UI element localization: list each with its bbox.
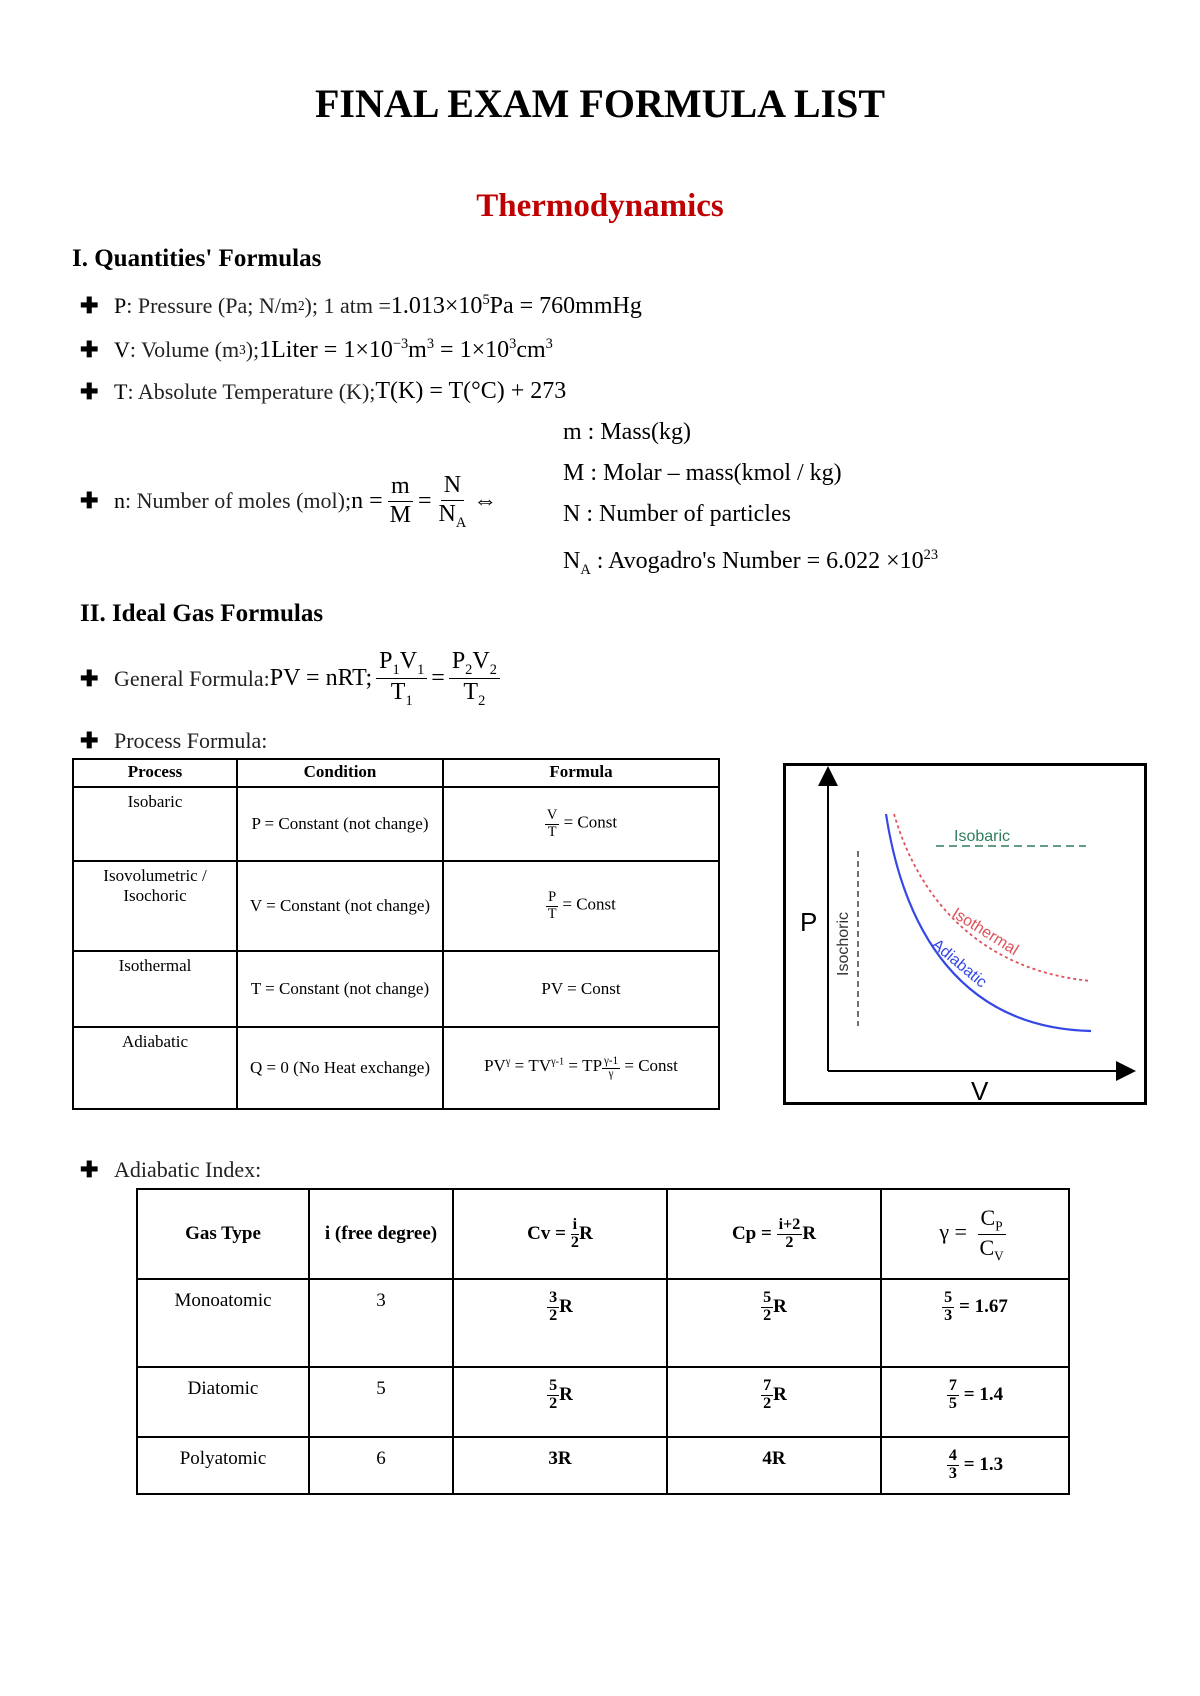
page-title: FINAL EXAM FORMULA LIST <box>314 81 886 126</box>
gas-name: Diatomic <box>137 1367 309 1437</box>
moles-definitions <box>563 412 938 591</box>
gas-cv: 3R <box>453 1437 667 1494</box>
gas-type-header: Gas Type <box>137 1189 309 1279</box>
process-header: Process <box>73 759 237 787</box>
temperature-formula: T(K) = T(°C) + 273 <box>375 378 567 404</box>
process-name: Adiabatic <box>73 1027 237 1109</box>
general-formula-label: General Formula: <box>114 665 270 691</box>
gas-name: Polyatomic <box>137 1437 309 1494</box>
plus-bullet-icon: ✚ <box>80 1157 99 1182</box>
table-row <box>73 787 719 861</box>
section-heading-quantities: I. Quantities' Formulas <box>72 245 322 272</box>
plus-bullet-icon: ✚ <box>80 728 99 753</box>
plus-bullet-icon: ✚ <box>80 378 99 404</box>
subject-heading: Thermodynamics <box>476 188 724 224</box>
process-formula: $\frac{V}{T}$ = Const <box>443 787 719 861</box>
pressure-desc: : Pressure (Pa; N/m <box>126 293 298 318</box>
table-row <box>73 1027 719 1109</box>
pv-diagram <box>783 763 1147 1105</box>
cv-header: Cv = $\frac{i}{2}$ R <box>453 1189 667 1279</box>
gas-cp: $\frac{7}{2}$ R <box>667 1367 881 1437</box>
def-molar-mass: M : Molar – mass(kmol / kg) <box>563 460 842 486</box>
gas-gamma: $\frac{4}{3}$ = 1.3 <box>881 1437 1069 1494</box>
adiabatic-index-item <box>80 1157 261 1183</box>
process-name: Isothermal <box>73 951 237 1027</box>
plus-bullet-icon: ✚ <box>80 337 99 362</box>
process-condition: Q = 0 (No Heat exchange) <box>237 1027 443 1109</box>
gamma-header: γ = $\frac{C_P}{C_V}$ <box>881 1189 1069 1279</box>
gas-i: 5 <box>309 1367 453 1437</box>
volume-item <box>80 336 553 364</box>
process-formula: $PV^\gamma = TV^{\gamma-1}$ = TP $\frac{\gamma-1}{\gamma}$ = Const <box>443 1027 719 1109</box>
condition-header: Condition <box>237 759 443 787</box>
temperature-desc: : Absolute Temperature (K); <box>127 378 376 404</box>
gas-name: Monoatomic <box>137 1279 309 1367</box>
gas-cv: $\frac{5}{2}$ R <box>453 1367 667 1437</box>
free-degree-header: i (free degree) <box>309 1189 453 1279</box>
moles-desc: : Number of moles (mol); <box>125 488 352 514</box>
y-axis-label: P <box>800 907 818 937</box>
gas-cp: 4R <box>667 1437 881 1494</box>
volume-desc: : Volume (m <box>129 337 240 362</box>
process-condition: T = Constant (not change) <box>237 951 443 1027</box>
isothermal-label: Isothermal <box>948 904 1022 959</box>
gas-gamma: $\frac{5}{3}$ = 1.67 <box>881 1279 1069 1367</box>
gas-cv: $\frac{3}{2}$ R <box>453 1279 667 1367</box>
plus-bullet-icon: ✚ <box>80 665 99 691</box>
process-condition: V = Constant (not change) <box>237 861 443 951</box>
gas-gamma: $\frac{7}{5}$ = 1.4 <box>881 1367 1069 1437</box>
process-formula: PV = Const <box>443 951 719 1027</box>
x-axis-label: V <box>971 1076 989 1102</box>
adiabatic-index-table <box>136 1188 1070 1495</box>
table-row <box>137 1367 1069 1437</box>
isochoric-label: Isochoric <box>835 911 852 976</box>
pressure-unit-sup: 2 <box>297 298 305 313</box>
moles-item <box>80 472 497 531</box>
process-name: Isovolumetric / Isochoric <box>73 861 237 951</box>
process-condition: P = Constant (not change) <box>237 787 443 861</box>
pressure-symbol: P <box>114 293 127 318</box>
plus-bullet-icon: ✚ <box>80 488 99 514</box>
table-row <box>137 1279 1069 1367</box>
cp-header: Cp = $\frac{i+2}{2}$ R <box>667 1189 881 1279</box>
process-formula-label: Process Formula: <box>114 728 268 753</box>
temperature-symbol: T <box>114 378 128 404</box>
volume-formula: 1Liter = $1\times 10^{-3}m^3 = 1\times 10^3cm^3$ <box>259 336 553 363</box>
volume-symbol: V <box>114 337 130 362</box>
adiabatic-index-label: Adiabatic Index: <box>114 1157 262 1182</box>
process-table <box>72 758 720 1110</box>
plus-bullet-icon: ✚ <box>80 293 99 318</box>
general-formula: PV = nRT; $\frac{P_1V_1}{T_1}$ = $\frac{P_2V_2}{T_2}$ <box>270 648 504 710</box>
section-heading-ideal-gas: II. Ideal Gas Formulas <box>80 600 324 627</box>
volume-unit-sup: 3 <box>239 342 246 357</box>
table-row <box>73 951 719 1027</box>
table-row <box>137 1437 1069 1494</box>
temperature-item <box>80 378 566 405</box>
table-row <box>73 861 719 951</box>
process-name: Isobaric <box>73 787 237 861</box>
gas-i: 6 <box>309 1437 453 1494</box>
moles-symbol: n <box>114 488 125 514</box>
isobaric-label: Isobaric <box>954 828 1011 845</box>
def-avogadro: $N_A$ : Avogadro's Number = $6.022 \times 10^{23}$ <box>563 547 939 578</box>
pv-diagram-svg <box>786 766 1144 1102</box>
def-mass: m : Mass(kg) <box>563 419 691 445</box>
process-formula: $\frac{P}{T}$ = Const <box>443 861 719 951</box>
def-particles: N : Number of particles <box>563 501 791 527</box>
pressure-formula: $1.013\times 10^5Pa$ = 760mmHg <box>390 292 642 319</box>
general-formula-item <box>80 648 504 710</box>
gas-i: 3 <box>309 1279 453 1367</box>
gas-cp: $\frac{5}{2}$ R <box>667 1279 881 1367</box>
adiabatic-label: Adiabatic <box>928 936 990 992</box>
process-formula-item <box>80 728 267 754</box>
formula-header: Formula <box>443 759 719 787</box>
pressure-desc-2: ); 1 atm = <box>304 293 391 318</box>
moles-formula: n = $\frac{m}{M}$ = $\frac{N}{N_A}$ ⇔ <box>351 472 498 531</box>
pressure-item <box>80 292 642 320</box>
volume-desc-2: ); <box>245 337 260 362</box>
